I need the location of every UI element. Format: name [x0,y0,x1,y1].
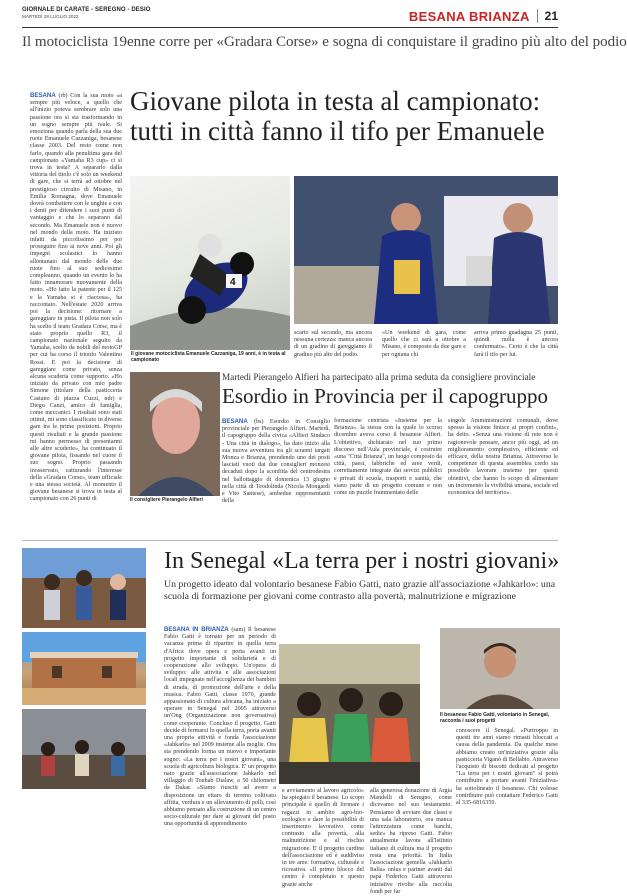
article1-photo-caption [131,351,301,363]
article1-headline: Giovane pilota in testa al campionato: tutti in città fanno il tifo per Emanuele [130,86,545,146]
article3-column-1 [164,626,276,836]
page-number: 21 [544,9,558,23]
article2-headline: Esordio in Provincia per il capogruppo [222,384,549,408]
senegal-meeting-photo [279,644,420,784]
article3-kicker: Un progetto ideato dal volontario besanese Fabio Gatti, nato grazie all'associazione «Jahkarlo»: una scuola di formazione per giovani come contrasto alla povertà, malnutrizione e migrazione [164,579,556,602]
senegal-building-photo [22,632,146,705]
paper-name: GIORNALE DI CARATE - SEREGNO - DESIO [22,7,151,13]
article2-photo-caption-text: Il consigliere Pierangelo Alfieri [130,497,203,503]
senegal-class-photo [22,709,146,789]
article3-photo-caption-text: Il besanese Fabio Gatti, volontario in Senegal, racconta i suoi progetti [440,712,550,724]
gatti-illustration [440,628,560,709]
article3-headline: In Senegal «La terra per i nostri giovani» [164,548,560,574]
class-illustration [22,709,146,789]
article3-photo-caption [440,712,558,724]
article1-body-text: (rb) Con la sua moto «a sempre più veloce, a quello che all'inizio poteva sembrare solo una passione ora si sta trasformando in un sogno sempre più reale. Si emoziona quando parla della sua due ruote Emanuele Cazzaniga, besanese classe 2003. Del resto come non farlo, quando alla penultima gara del campionato «Yamaha R3 cup» ci si trova in testa? A separarlo dalla vittoria del titolo c'è solo un weekend di gare, che si terrà ad ottobre nel prestigioso circuito di Misano, in Emilia Romagna, dove Emanuele dovrà combattere con le unghie e con i denti per difendere i suoi punti di vantaggio e che lo separano dal secondo. Ma Emanuele non è nuovo nel mondo della moto. Ha iniziato infatti da piccolissimo per poi proseguire fino ai nove anni. Poi gli impegni scolastici lo hanno allontanato dal mondo delle due ruote fino al suo sedicesimo compleanno, quando un evento lo ha fatto innamorare nuovamente della moto. «Ho fatto la patente per il 125 e la Yamaha si è riaccesa», ha raccontato. Nell'estate 2020 arriva poi la decisione: ritornare a gareggiare in pista. Il pilota non solo ha scelto il team Gradara Corse, ma è stato proprio quello R3, il campionato nazionale seguito da Yamaha, scelto da nobili del motoGP per cui ha corso il trionfo Valentino Rossi. E poi la decisione di gareggiare come privato, senza alcuna scuderia come supporto. «Ho iniziato da privato con mio padre Simone (titolare della pasticceria Castano di piazza Cuzzi, ndr) e Diego Canzi, amico di famiglia, come meccanici. I risultati sono stati ottimi, mi sono classificato in diverse gare tra le prime posizioni. Proprio questi risultati e la grande passione mi hanno permesso di presentarmi alle altre scuderie», ha continuato il giovane pilota, fissando nel cuore il suo sogno. Proprio passando inosservato, catturando l'interesse della «Gradara Corse», team ufficiale e una stessa società. Al momento il giovane besanese si trova in testa al campionato con 26 punti di [30,93,122,503]
senegal-group-photo [22,548,146,628]
meeting-illustration [279,644,420,784]
podium-illustration [294,176,558,324]
issue-date: MARTEDÌ 28 LUGLIO 2022 [22,14,79,19]
masthead-divider [537,9,538,23]
article3-column-1-text: (sam) Il besanese Fabio Gatti è tornato per un periodo di vacanza prima di ripartire in quella terra d'Africa dove opera e porta avanti un progetto importante di solidarietà e di cooperazione allo sviluppo. Un'opera di sviluppo: alle attività e alle associazioni locali impegnate nell'accoglienza dei bambini di strada, di promozione dell'arte e della musica. Fabio Gatti, classe 1970, grande appassionato di cultura africana, ha iniziato a operare in Senegal nel 2005 attraverso un'Ong (Organizzazione non governativa) come cooperante. Concluso il progetto, Gatti decide di fermarsi lo quella terra, porta avanti una propria attività e fonda l'associazione «Jahkarlo» nel 2009 insieme alla moglie. Ora sta prendendo forma un nuovo e importante sogno: «La terra per i nostri giovani», una scuola di agricoltura biologica. E' un progetto nato grazie all'associazione Jahkarlo nel villaggio di Toubab Dialaw, a 50 chilometri da Dakar. «Siamo riusciti ad avere a disposizione un ettaro di terreno coltivato affitta, verdura e un allevamento di polli, così abbiamo pensato alla costruzione di un centro socio-culturale per dare ai giovani del posto una opportunità di apprendimento [164,627,277,828]
article2-column-3: singole Amministrazioni comunali, dove spesso la visione finisce ai propri confini», ha detto. «Senza una visione di rete non è ragionevole pensare, ancor più oggi, ad un miglioramento complessivo, efficiente ed efficace, della nostra Brianza. Attraverso le competenze di questa assemblea credo sia possibile lavorare insieme per questi obiettivi, che hanno lo scopo di alimentare un incremento la vivibilità umana, sociale ed economica del territorio». [448,418,558,497]
article2-kicker: Martedì Pierangelo Alfieri ha partecipato alla prima seduta da consigliere provinciale [222,372,536,382]
motorcycle-illustration [130,176,290,350]
portrait-photo [130,372,220,496]
article2-lead-tag: BESANA [222,418,248,425]
motorcycle-racing-photo [130,176,290,350]
article1-photo-caption-text: Il giovane motociclista Emanuele Cazzaniga, 19 anni, è in testa al campionato [131,351,286,363]
article1-kicker: Il motociclista 19enne corre per «Gradara Corse» e sogna di conquistare il gradino più alto del podio [22,34,627,50]
article1-lead-tag: BESANA [30,92,56,99]
group-illustration [22,548,146,628]
masthead-left [22,7,151,19]
article3-column-2: e avviamento al lavoro agricolo» ha spiegato il besanese. Lo scopo principale è quello di formare i ragazzi in ambito agro-bio-ecologico e dare la possibilità di inserimento lavorativo come contrasto alla povertà, alla malnutrizione e al rischio migrazione. E' il progetto cardine dell'associazione ed è suddiviso in tre aree: formativa, culturale e ricreativa. «Il primo blocco del centro è completato e questo grazie anche [282,788,364,888]
article1-column-4: arriva primo guadagna 25 punti, quindi nulla è ancora confermato». Certo è che la città farà il tifo per lui. [474,330,558,358]
section-divider [22,540,558,541]
fabio-gatti-photo [440,628,560,709]
article2-column-2: formazione centrista «Insieme per la Brianza». la stessa con la quale lo scorso dicembre aveva corso il besanese Alfieri. L'obiettivo, dichiarato nel suo primo discorso nell'Aula provinciale, è costruire «una "Città Brianza", un luogo composto da città, paesi, fabbriche ed aree verdi, correttamente integrate dai servizi pubblici e privati di scuola, trasporti e sanità, che siano parte di un progetto comune e non come un puzzle frammentato delle [334,418,442,497]
article3-lead-tag: BESANA IN BRIANZA [164,626,229,633]
building-illustration [22,632,146,705]
article1-column-2: scarto sul secondo, ma ancora nessuna certezza: manca ancora di un gradino di gareggiamo il gradino più alto del podio. [294,330,372,358]
article3-column-4: conoscere il Senegal. «Purtroppo in questi tre anni siamo rimasti bloccati a causa della pandemia. Da qualche mese abbiamo creato un'iniziativa grazie alla pasticceria Viganò di Bellabio. Attraverso l'acquisto di biscotti dedicati al progetto "La terra per i nostri giovani" si potrà contribuire a portare avanti l'iniziativa» ha sottolineato il besanese. Chi volesse contribuire può contattare Federico Gatti al 335-6816359. [456,728,558,807]
masthead [22,6,558,28]
portrait-illustration [130,372,220,496]
article2-photo-caption [130,497,230,503]
article3-column-3: alla generosa donazione di Argia Mandelli di Seregno, come dicevamo nel suo testamento. Pensiamo di avviare due classi e una sala laboratorio, ora manca l'attrezzatura come banchi, sedie» ha ripreso Gatti. Fabio attualmente lavora all'Istituto italiano di cultura ma il progetto resta una priorità. In Italia l'associazione gemella «Jahkarlo Italia» onlus e partner avanti dal papà Federico Gatti attraverso iniziative rivolte alla raccolta fondi per far [370,788,452,895]
article2-column-1-text: (bs) Esordio in Consiglio provinciale per Pierangelo Alfieri. Martedì, il capogruppo della civica «Alfieri Sindaco - Una città in dialogo», ha dato inizio alla sua nuova avventura tra gli scranni targati Monza e Brianza, prendendo uno dei posti lasciati vuoti dai due consiglieri monzesi decaduti dopo la sconfitta del centrodestra nel ballottaggio di domenica 13 giugno nella città di Teodolinda (Nicola Mongardi e Vito Santese), ambedue rappresentanti della [222,419,330,505]
article1-body-left [30,92,122,535]
section-name: BESANA BRIANZA [408,8,530,24]
masthead-right [409,6,558,26]
article2-column-1 [222,418,330,533]
article1-column-3: «Un weekend di gara, come quello che ci sarà a ottobre a Misano, è composto da due gare e per ognuna chi [382,330,466,358]
svg-text:4: 4 [230,277,236,288]
podium-photo [294,176,558,324]
